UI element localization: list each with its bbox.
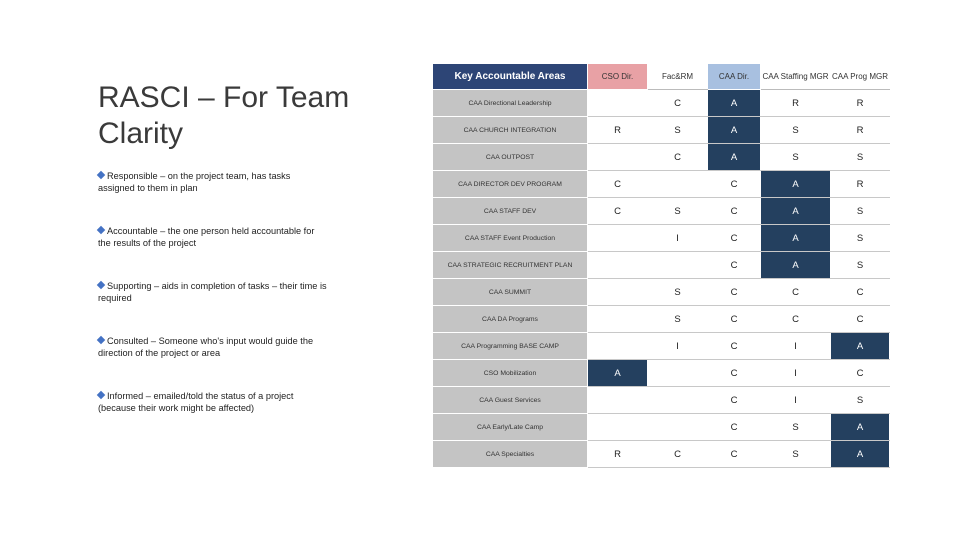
table-row xyxy=(433,387,890,414)
rasci-cell: C xyxy=(761,279,831,306)
rasci-cell xyxy=(648,252,708,279)
rasci-cell xyxy=(588,306,648,333)
rasci-cell: I xyxy=(761,360,831,387)
header-row xyxy=(433,64,890,90)
rasci-cell: I xyxy=(761,387,831,414)
bullet-accountable: Accountable – the one person held accountable for the results of the project xyxy=(98,226,315,248)
rasci-cell: C xyxy=(708,225,761,252)
table-row xyxy=(433,306,890,333)
rasci-cell: S xyxy=(648,279,708,306)
rasci-cell: S xyxy=(831,387,890,414)
rasci-cell xyxy=(588,144,648,171)
rasci-cell: S xyxy=(648,306,708,333)
rasci-cell: R xyxy=(588,441,648,468)
rasci-cell xyxy=(648,414,708,441)
area-cell: CAA OUTPOST xyxy=(433,144,588,171)
rasci-cell xyxy=(648,171,708,198)
rasci-cell xyxy=(648,360,708,387)
header-caa-dir: CAA Dir. xyxy=(708,64,761,90)
rasci-cell: I xyxy=(648,225,708,252)
rasci-cell: C xyxy=(708,333,761,360)
rasci-cell: S xyxy=(761,117,831,144)
area-cell: CAA CHURCH INTEGRATION xyxy=(433,117,588,144)
rasci-cell: A xyxy=(761,252,831,279)
rasci-cell: C xyxy=(708,198,761,225)
rasci-cell: C xyxy=(831,279,890,306)
rasci-cell: I xyxy=(761,333,831,360)
rasci-cell: S xyxy=(648,117,708,144)
rasci-cell: A xyxy=(588,360,648,387)
rasci-cell: S xyxy=(831,225,890,252)
rasci-cell: S xyxy=(761,414,831,441)
table-row xyxy=(433,333,890,360)
bullet-list xyxy=(98,170,328,445)
rasci-cell: C xyxy=(708,387,761,414)
rasci-cell xyxy=(588,387,648,414)
bullet-informed: Informed – emailed/told the status of a project (because their work might be affected) xyxy=(98,391,294,413)
rasci-cell: C xyxy=(708,306,761,333)
table-row xyxy=(433,90,890,117)
bullet-supporting: Supporting – aids in completion of tasks – their time is required xyxy=(98,281,327,303)
rasci-cell: R xyxy=(831,117,890,144)
area-cell: CAA DA Programs xyxy=(433,306,588,333)
rasci-cell: C xyxy=(708,279,761,306)
rasci-cell: C xyxy=(708,171,761,198)
rasci-cell: A xyxy=(708,144,761,171)
area-cell: CAA DIRECTOR DEV PROGRAM xyxy=(433,171,588,198)
rasci-cell: S xyxy=(648,198,708,225)
matrix-body xyxy=(433,90,890,468)
rasci-cell: A xyxy=(831,414,890,441)
area-cell: CAA STAFF Event Production xyxy=(433,225,588,252)
table-row xyxy=(433,441,890,468)
header-fac-rm: Fac&RM xyxy=(648,64,708,90)
bullet-consulted: Consulted – Someone who's input would guide the direction of the project or area xyxy=(98,336,314,358)
area-cell: CAA Guest Services xyxy=(433,387,588,414)
rasci-cell: R xyxy=(761,90,831,117)
diamond-bullet-icon xyxy=(97,281,105,289)
area-cell: CAA STAFF DEV xyxy=(433,198,588,225)
rasci-cell: C xyxy=(648,144,708,171)
area-cell: CAA SUMMIT xyxy=(433,279,588,306)
diamond-bullet-icon xyxy=(97,336,105,344)
rasci-cell xyxy=(588,414,648,441)
rasci-cell: A xyxy=(761,198,831,225)
rasci-cell: C xyxy=(708,441,761,468)
table-row xyxy=(433,252,890,279)
area-cell: CAA Programming BASE CAMP xyxy=(433,333,588,360)
table-row xyxy=(433,225,890,252)
rasci-cell: A xyxy=(831,441,890,468)
rasci-cell: S xyxy=(831,198,890,225)
rasci-cell: C xyxy=(588,171,648,198)
rasci-cell: R xyxy=(831,171,890,198)
table-row xyxy=(433,414,890,441)
rasci-cell: A xyxy=(831,333,890,360)
header-caa-staffing-mgr: CAA Staffing MGR xyxy=(761,64,831,90)
table-row xyxy=(433,198,890,225)
table-row xyxy=(433,117,890,144)
rasci-cell: C xyxy=(588,198,648,225)
area-cell: CAA Specialties xyxy=(433,441,588,468)
table-row xyxy=(433,171,890,198)
rasci-cell: A xyxy=(708,117,761,144)
rasci-cell: C xyxy=(761,306,831,333)
diamond-bullet-icon xyxy=(97,226,105,234)
header-key-areas: Key Accountable Areas xyxy=(433,64,588,90)
area-cell: CSO Mobilization xyxy=(433,360,588,387)
rasci-cell: A xyxy=(761,171,831,198)
diamond-bullet-icon xyxy=(97,171,105,179)
slide-title: RASCI – For Team Clarity xyxy=(98,81,350,150)
bullet-responsible: Responsible – on the project team, has tasks assigned to them in plan xyxy=(98,171,291,193)
rasci-cell xyxy=(588,279,648,306)
rasci-table xyxy=(432,63,890,468)
rasci-cell: R xyxy=(831,90,890,117)
table-row xyxy=(433,279,890,306)
rasci-cell xyxy=(588,90,648,117)
rasci-cell: S xyxy=(761,144,831,171)
rasci-cell: C xyxy=(831,306,890,333)
rasci-cell: A xyxy=(708,90,761,117)
area-cell: CAA Directional Leadership xyxy=(433,90,588,117)
rasci-cell: C xyxy=(708,360,761,387)
rasci-cell: C xyxy=(648,441,708,468)
rasci-cell xyxy=(588,225,648,252)
area-cell: CAA Early/Late Camp xyxy=(433,414,588,441)
rasci-cell: C xyxy=(708,252,761,279)
table-row xyxy=(433,360,890,387)
rasci-cell: R xyxy=(588,117,648,144)
rasci-cell: C xyxy=(648,90,708,117)
rasci-cell: S xyxy=(831,144,890,171)
rasci-cell xyxy=(588,333,648,360)
rasci-cell xyxy=(588,252,648,279)
header-caa-prog-mgr: CAA Prog MGR xyxy=(831,64,890,90)
rasci-matrix xyxy=(432,63,890,468)
header-cso-dir: CSO Dir. xyxy=(588,64,648,90)
rasci-cell: S xyxy=(831,252,890,279)
rasci-cell: I xyxy=(648,333,708,360)
diamond-bullet-icon xyxy=(97,391,105,399)
rasci-cell: A xyxy=(761,225,831,252)
area-cell: CAA STRATEGIC RECRUITMENT PLAN xyxy=(433,252,588,279)
rasci-cell: C xyxy=(708,414,761,441)
rasci-cell: S xyxy=(761,441,831,468)
table-row xyxy=(433,144,890,171)
rasci-cell xyxy=(648,387,708,414)
rasci-cell: C xyxy=(831,360,890,387)
